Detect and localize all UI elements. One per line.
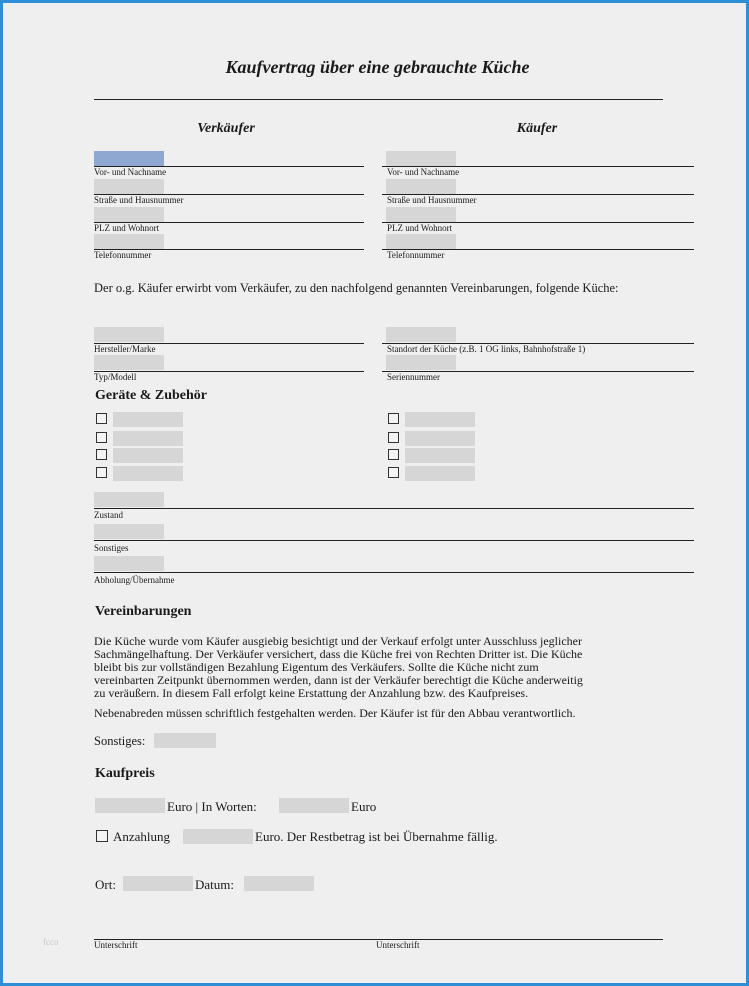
seller-street-field[interactable]	[94, 179, 164, 194]
deposit-amount-field[interactable]	[183, 829, 253, 844]
appliance-field-1[interactable]	[113, 412, 183, 427]
pickup-field[interactable]	[94, 556, 164, 571]
price-words-field[interactable]	[279, 798, 349, 813]
agreements-line-6: Nebenabreden müssen schriftlich festgehalten werden. Der Käufer ist für den Abbau verantwortlich.	[94, 706, 576, 720]
date-label: Datum:	[195, 877, 234, 892]
date-field[interactable]	[244, 876, 314, 891]
buyer-name-field[interactable]	[386, 151, 456, 166]
appliances-heading: Geräte & Zubehör	[95, 388, 207, 403]
seller-phone-field[interactable]	[94, 234, 164, 249]
buyer-phone-field[interactable]	[386, 234, 456, 249]
appliance-checkbox-7[interactable]	[388, 449, 399, 460]
title-divider	[94, 99, 663, 100]
condition-label: Zustand	[94, 510, 123, 520]
intro-text: Der o.g. Käufer erwirbt vom Verkäufer, zu den nachfolgend genannten Vereinbarungen, folgende Küche:	[94, 281, 619, 295]
signature-left-label: Unterschrift	[94, 940, 138, 950]
document-title: Kaufvertrag über eine gebrauchte Küche	[225, 57, 530, 77]
appliance-checkbox-3[interactable]	[96, 449, 107, 460]
agreements-other-label: Sonstiges:	[94, 734, 146, 748]
price-heading: Kaufpreis	[95, 766, 155, 781]
agreements-line-1: Die Küche wurde vom Käufer ausgiebig besichtigt und der Verkauf erfolgt unter Ausschluss jeglicher	[94, 634, 582, 648]
appliance-checkbox-5[interactable]	[388, 413, 399, 424]
place-label: Ort:	[95, 877, 116, 892]
agreements-other-field[interactable]	[154, 733, 216, 748]
watermark-text: fcco	[43, 937, 59, 947]
seller-city-label: PLZ und Wohnort	[94, 223, 160, 233]
buyer-city-field[interactable]	[386, 207, 456, 222]
seller-city-field[interactable]	[94, 207, 164, 222]
buyer-street-field[interactable]	[386, 179, 456, 194]
appliance-checkbox-8[interactable]	[388, 467, 399, 478]
seller-heading: Verkäufer	[197, 121, 255, 136]
price-euro-label: Euro | In Worten:	[167, 799, 257, 814]
buyer-name-label: Vor- und Nachname	[387, 167, 460, 177]
serial-field[interactable]	[386, 355, 456, 370]
price-amount-field[interactable]	[95, 798, 165, 813]
appliance-checkbox-2[interactable]	[96, 432, 107, 443]
seller-name-label: Vor- und Nachname	[94, 167, 167, 177]
buyer-street-label: Straße und Hausnummer	[387, 195, 477, 205]
appliance-field-6[interactable]	[405, 431, 475, 446]
agreements-line-2: Sachmängelhaftung. Der Verkäufer versichert, dass die Küche frei von Rechten Dritter ist. Die Küche	[94, 647, 583, 661]
seller-phone-label: Telefonnummer	[94, 250, 152, 260]
other-label: Sonstiges	[94, 543, 129, 553]
appliance-checkbox-6[interactable]	[388, 432, 399, 443]
agreements-line-3: bleibt bis zur vollständigen Bezahlung Eigentum des Verkäufers. Sollte die Küche nicht zum	[94, 660, 539, 674]
appliance-field-2[interactable]	[113, 431, 183, 446]
appliance-checkbox-4[interactable]	[96, 467, 107, 478]
appliance-field-7[interactable]	[405, 448, 475, 463]
buyer-heading: Käufer	[516, 121, 558, 136]
model-label: Typ/Modell	[94, 372, 137, 382]
seller-street-label: Straße und Hausnummer	[94, 195, 184, 205]
deposit-label: Anzahlung	[113, 829, 171, 844]
agreements-heading: Vereinbarungen	[95, 604, 192, 619]
seller-name-field[interactable]	[94, 151, 164, 166]
appliance-checkbox-1[interactable]	[96, 413, 107, 424]
agreements-line-4: vereinbarten Zeitpunkt übernommen werden, dann ist der Verkäufer berechtigt die Küche anderweitig	[94, 673, 583, 687]
other-line	[94, 540, 694, 541]
deposit-suffix: Euro. Der Restbetrag ist bei Übernahme fällig.	[255, 829, 498, 844]
model-field[interactable]	[94, 355, 164, 370]
price-euro-suffix: Euro	[351, 799, 377, 814]
buyer-phone-label: Telefonnummer	[387, 250, 445, 260]
pickup-label: Abholung/Übernahme	[94, 575, 175, 585]
appliance-field-5[interactable]	[405, 412, 475, 427]
condition-line	[94, 508, 694, 509]
serial-label: Seriennummer	[387, 372, 440, 382]
condition-field[interactable]	[94, 492, 164, 507]
other-field[interactable]	[94, 524, 164, 539]
appliance-field-8[interactable]	[405, 466, 475, 481]
manufacturer-label: Hersteller/Marke	[94, 344, 156, 354]
deposit-checkbox[interactable]	[96, 830, 108, 842]
agreements-line-5: zu veräußern. In diesem Fall erfolgt keine Erstattung der Anzahlung bzw. des Kaufpreises.	[94, 686, 529, 700]
place-field[interactable]	[123, 876, 193, 891]
appliance-field-4[interactable]	[113, 466, 183, 481]
location-label: Standort der Küche (z.B. 1 OG links, Bahnhofstraße 1)	[387, 344, 586, 354]
appliance-field-3[interactable]	[113, 448, 183, 463]
pickup-line	[94, 572, 694, 573]
manufacturer-field[interactable]	[94, 327, 164, 342]
buyer-city-label: PLZ und Wohnort	[387, 223, 453, 233]
location-field[interactable]	[386, 327, 456, 342]
signature-right-label: Unterschrift	[376, 940, 420, 950]
